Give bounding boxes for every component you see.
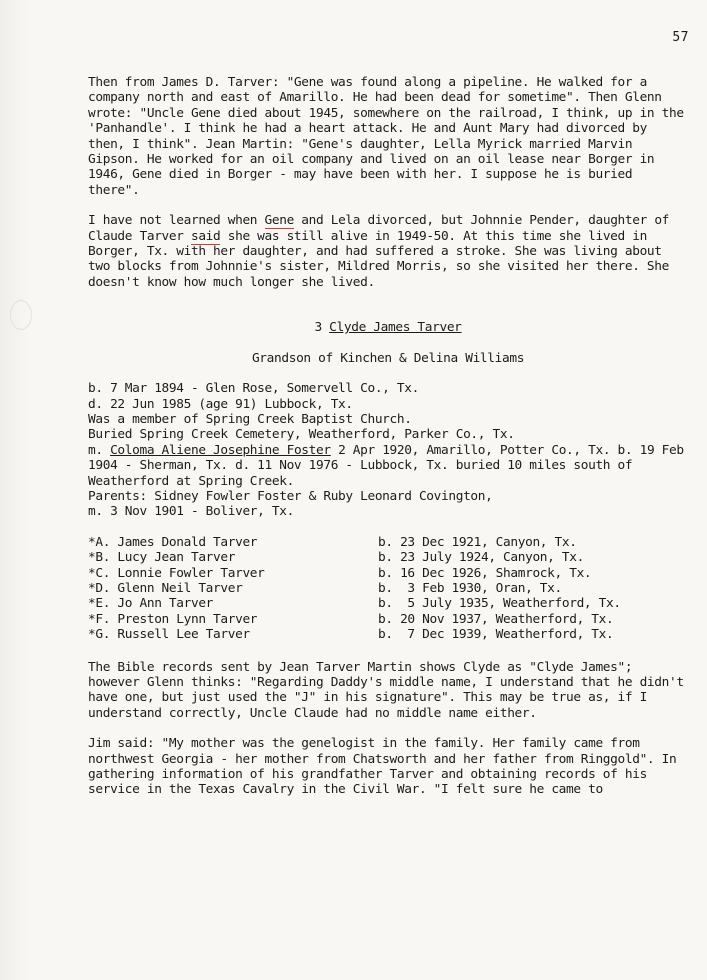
section-number: 3 [314,320,322,336]
vital-parents-married: m. 3 Nov 1901 - Boliver, Tx. [88,504,294,520]
page-body [88,75,688,798]
paragraph-jim-said: Jim said: "My mother was the genelogist in the family. Her family came from northwest Georgia - her mother from Chatsworth and her father from Ringgold". In gathering information of his grandfather Tarver and obtaining records of his service in the Texas Cavalry in the Civil War. "I felt sure he came to [88,736,677,798]
list-item: *A. James Donald Tarver b. 23 Dec 1921, Canyon, Tx. [88,534,577,550]
list-item: *F. Preston Lynn Tarver b. 20 Nov 1937, Weatherford, Tx. [88,611,614,627]
children-list [88,535,688,643]
vital-married: m. Coloma Aliene Josephine Foster 2 Apr 1920, Amarillo, Potter Co., Tx. b. 19 Feb 1904 - Sherman, Tx. d. 11 Nov 1976 - Lubbock, Tx. buried 10 miles south of Weatherford at Spring Creek. [88,442,684,489]
spouse-name: Coloma Aliene Josephine Foster [110,442,331,458]
section-heading [88,320,688,335]
list-item: *B. Lucy Jean Tarver b. 23 July 1924, Canyon, Tx. [88,550,584,566]
list-item: *C. Lonnie Fowler Tarver b. 16 Dec 1926, Shamrock, Tx. [88,565,592,581]
word-lela: Lela [330,213,361,229]
hole-punch-mark [10,300,32,330]
vital-buried: Buried Spring Creek Cemetery, Weatherford, Parker Co., Tx. [88,427,515,443]
section-subtitle: Grandson of Kinchen & Delina Williams [251,350,525,366]
paragraph-divorce: I have not learned when Gene and Lela divorced, but Johnnie Pender, daughter of Claude Tarver said she was still alive in 1949-50. At this time she lived in Borger, Tx. with her daughter, and had suffered a stroke. She was living about two blocks from Johnnie's sister, Mildred Morris, so she visited her there. She doesn't know how much longer she lived. [88,213,670,290]
vital-church: Was a member of Spring Creek Baptist Church. [88,411,412,427]
paragraph-bible-records: The Bible records sent by Jean Tarver Martin shows Clyde as "Clyde James"; however Glenn thinks: "Regarding Daddy's middle name, I understand that he didn't have one, but just used the "J" in his signature". This may be true as, if I understand correctly, Uncle Claude had no middle name either. [88,659,684,721]
paragraph-gene-death: Then from James D. Tarver: "Gene was found along a pipeline. He walked for a company north and east of Amarillo. He had been dead for sometime". Then Glenn wrote: "Uncle Gene died about 1945, somewhere on the railroad, I think, up in the 'Panhandle'. I think he had a heart attack. He and Aunt Mary had divorced by then, I think". Jean Martin: "Gene's daughter, Lella Myrick married Marvin Gipson. He worked for an oil company and lived on an oil lease near Borger in 1946, Gene died in Borger - may have been with her. I suppose he is buried there". [88,75,684,198]
annotated-word-gene: Gene [264,213,294,229]
page-number: 57 [672,30,689,45]
section-title: Clyde James Tarver [329,320,462,336]
list-item: *G. Russell Lee Tarver b. 7 Dec 1939, Weatherford, Tx. [88,627,614,643]
list-item: *D. Glenn Neil Tarver b. 3 Feb 1930, Oran, Tx. [88,580,562,596]
vital-died: d. 22 Jun 1985 (age 91) Lubbock, Tx. [88,396,353,412]
vital-parents: Parents: Sidney Fowler Foster & Ruby Leonard Covington, [88,488,493,504]
vital-born: b. 7 Mar 1894 - Glen Rose, Somervell Co., Tx. [88,381,419,397]
list-item: *E. Jo Ann Tarver b. 5 July 1935, Weatherford, Tx. [88,596,621,612]
annotated-word-said: said [190,228,221,244]
